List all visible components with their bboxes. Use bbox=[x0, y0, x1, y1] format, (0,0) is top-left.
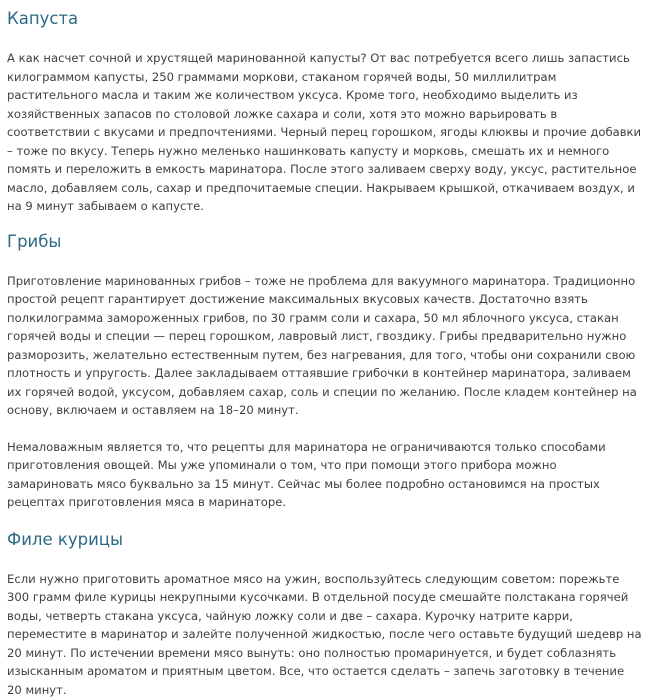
section-heading-mushrooms: Грибы bbox=[7, 231, 642, 253]
section-heading-chicken: Филе курицы bbox=[7, 529, 642, 551]
paragraph-mushrooms: Приготовление маринованных грибов – тоже не проблема для вакуумного маринатора. Традиционно простой рецепт гарантирует достижение максимальных вкусовых качеств. Достаточно взять полкилограмма замороженных грибов, по 30 грамм соли и сахара, 50 мл яблочного уксуса, стакан горячей воды и специи — перец горошком, лавровый лист, гвоздику. Грибы предварительно нужно разморозить, желательно естественным путем, без нагревания, для того, чтобы они сохранили свою плотность и упругость. Далее закладываем оттаявшие грибочки в контейнер маринатора, заливаем их горячей водой, уксусом, добавляем сахар, соль и специи по желанию. После кладем контейнер на основу, включаем и оставляем на 18–20 минут. bbox=[7, 272, 642, 420]
section-heading-cabbage: Капуста bbox=[7, 8, 642, 30]
paragraph-meat-intro: Немаловажным является то, что рецепты для маринатора не ограничиваются только способами приготовления овощей. Мы уже упоминали о том, что при помощи этого прибора можно замариновать мясо буквально за 15 минут. Сейчас мы более подробно остановимся на простых рецептах приготовления мяса в маринаторе. bbox=[7, 438, 642, 512]
paragraph-chicken: Если нужно приготовить ароматное мясо на ужин, воспользуйтесь следующим советом: порежьте 300 грамм филе курицы некрупными кусочками. В отдельной посуде смешайте полстакана горячей воды, четверть стакана уксуса, чайную ложку соли и две – сахара. Курочку натрите карри, переместите в маринатор и залейте полученной жидкостью, после чего оставьте будущий шедевр на 20 минут. По истечении времени мясо вынуть: оно полностью промаринуется, и будет соблазнять изысканным ароматом и приятным цветом. Все, что остается сделать – запечь заготовку в течение 20 минут. bbox=[7, 570, 642, 699]
paragraph-cabbage: А как насчет сочной и хрустящей маринованной капусты? От вас потребуется всего лишь запастись килограммом капусты, 250 граммами моркови, стаканом горячей воды, 50 миллилитрам растительного масла и таким же количеством уксуса. Кроме того, необходимо выделить из хозяйственных запасов по столовой ложке сахара и соли, хотя это можно варьировать в соответствии с вкусами и предпочтениями. Черный перец горошком, ягоды клюквы и прочие добавки – тоже по вкусу. Теперь нужно меленько нашинковать капусту и морковь, смешать их и немного помять и переложить в емкость маринатора. После этого заливаем сверху воду, уксус, растительное масло, добавляем соль, сахар и предпочитаемые специи. Накрываем крышкой, откачиваем воздух, и на 9 минут забываем о капусте. bbox=[7, 49, 642, 216]
